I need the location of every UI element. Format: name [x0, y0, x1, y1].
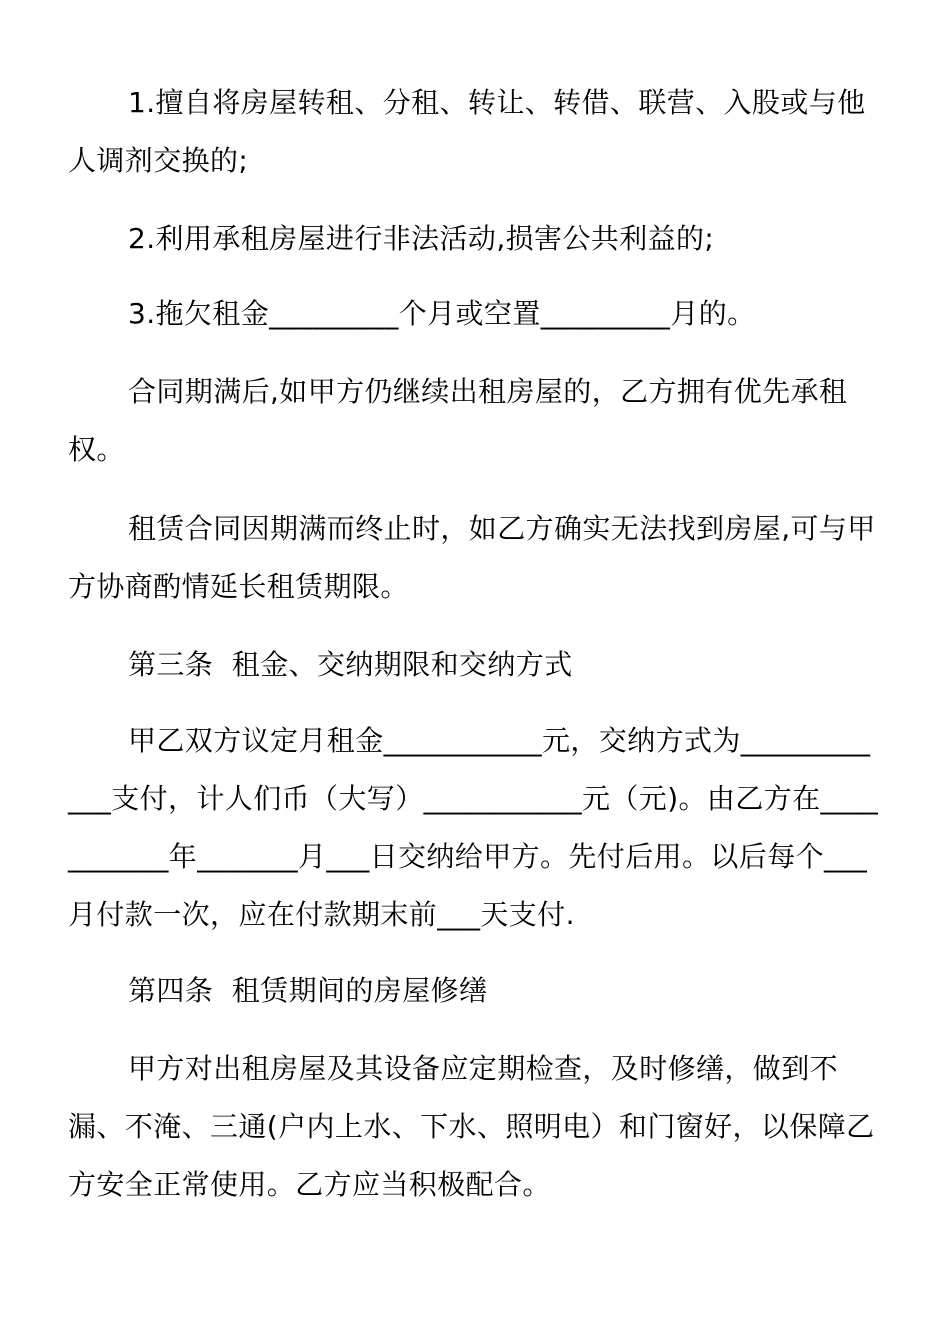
lease-extension-paragraph: 租赁合同因期满而终止时，如乙方确实无法找到房屋,可与甲方协商酌情延长租赁期限。	[68, 512, 876, 603]
repair-paragraph: 甲方对出租房屋及其设备应定期检查，及时修缮，做到不漏、不淹、三通(户内上水、下水、照明电）和门窗好，以保障乙方安全正常使用。乙方应当积极配合。	[68, 1052, 875, 1201]
article-4-heading: 第四条 租赁期间的房屋修缮	[128, 974, 488, 1007]
clause-item-2: 2.利用承租房屋进行非法活动,损害公共利益的;	[128, 222, 715, 255]
clause-item-3: 3.拖欠租金_________个月或空置_________月的。	[128, 297, 756, 330]
priority-lease-paragraph: 合同期满后,如甲方仍继续出租房屋的，乙方拥有优先承租权。	[68, 375, 848, 466]
article-3-heading: 第三条 租金、交纳期限和交纳方式	[128, 648, 573, 681]
clause-item-1: 1.擅自将房屋转租、分租、转让、转借、联营、入股或与他人调剂交换的;	[68, 86, 866, 177]
rent-payment-paragraph: 甲乙双方议定月租金___________元，交纳方式为____________支付，计人们币（大写）___________元（元)。由乙方在___________年_______月___日交纳给甲方。先付后用。以后每个___月付款一次，应在付款期末前___天支付.	[68, 724, 879, 931]
